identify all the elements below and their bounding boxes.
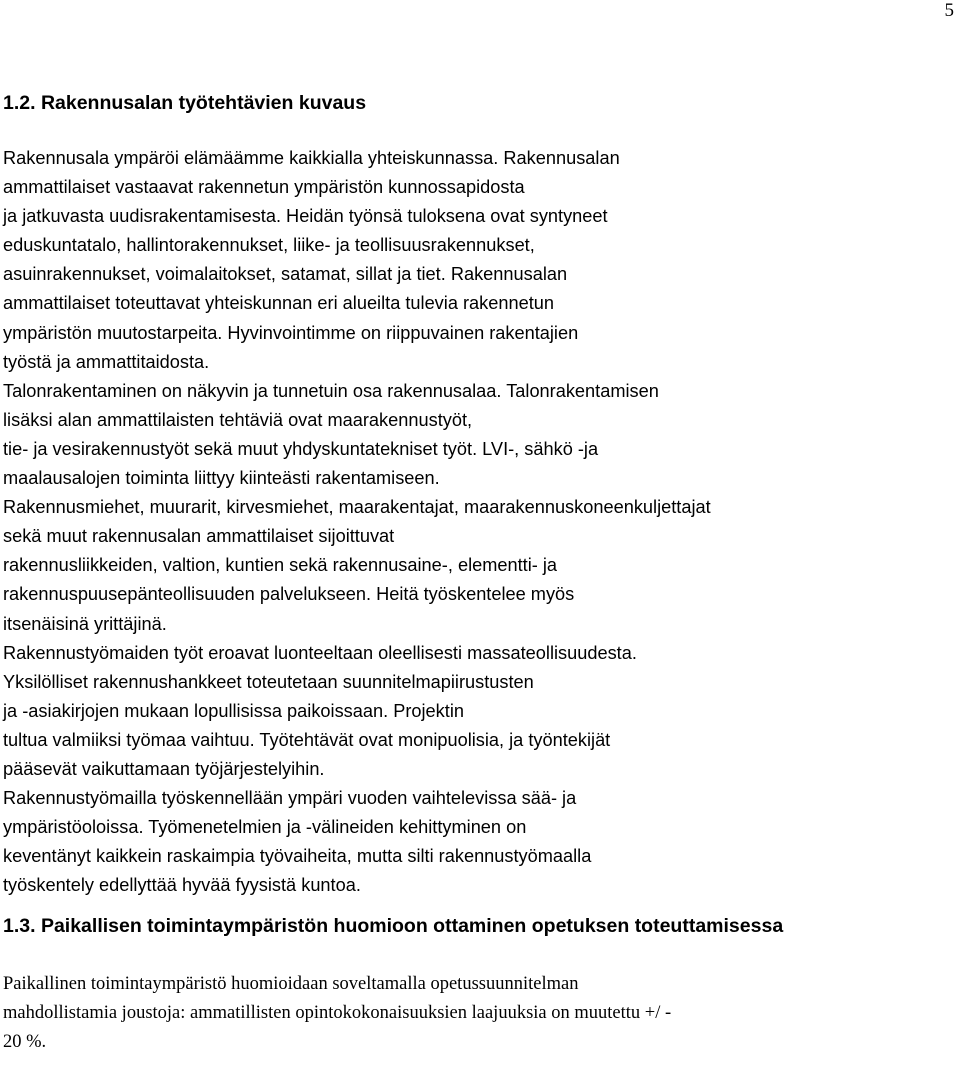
- text-line: työskentely edellyttää hyvää fyysistä kuntoa.: [3, 875, 361, 896]
- text-line: ja jatkuvasta uudisrakentamisesta. Heidän työnsä tuloksena ovat syntyneet: [3, 206, 608, 227]
- text-line: tultua valmiiksi työmaa vaihtuu. Työtehtävät ovat monipuolisia, ja työntekijät: [3, 729, 611, 750]
- text-line: tie- ja vesirakennustyöt sekä muut yhdyskuntatekniset työt. LVI-, sähkö -ja: [3, 438, 599, 459]
- text-line: rakennusliikkeiden, valtion, kuntien sekä rakennusaine-, elementti- ja: [3, 555, 558, 576]
- text-line: eduskuntatalo, hallintorakennukset, liike- ja teollisuusrakennukset,: [3, 235, 535, 256]
- text-line: Rakennustyömaiden työt eroavat luonteeltaan oleellisesti massateollisuudesta.: [3, 642, 637, 663]
- text-line: rakennuspuusepänteollisuuden palvelukseen. Heitä työskentelee myös: [3, 584, 575, 605]
- text-line: 20 %.: [3, 1032, 47, 1053]
- text-line: Rakennusmiehet, muurarit, kirvesmiehet, maarakentajat, maarakennuskoneenkuljettajat: [3, 497, 711, 518]
- text-line: ja -asiakirjojen mukaan lopullisissa paikoissaan. Projektin: [3, 700, 464, 721]
- text-line: mahdollistamia joustoja: ammatillisten opintokokonaisuuksien laajuuksia on muutettu +/ -: [3, 1003, 672, 1024]
- section-1-3-body: [3, 969, 671, 1056]
- text-line: lisäksi alan ammattilaisten tehtäviä ovat maarakennustyöt,: [3, 409, 473, 430]
- text-line: ammattilaiset vastaavat rakennetun ympäristön kunnossapidosta: [3, 177, 525, 198]
- text-line: pääsevät vaikuttamaan työjärjestelyihin.: [3, 758, 325, 779]
- text-line: ammattilaiset toteuttavat yhteiskunnan eri alueilta tulevia rakennetun: [3, 293, 554, 314]
- text-line: ympäristöoloissa. Työmenetelmien ja -välineiden kehittyminen on: [3, 817, 527, 838]
- text-line: keventänyt kaikkein raskaimpia työvaiheita, mutta silti rakennustyömaalla: [3, 846, 592, 867]
- text-line: sekä muut rakennusalan ammattilaiset sijoittuvat: [3, 526, 395, 547]
- text-line: itsenäisinä yrittäjinä.: [3, 613, 167, 634]
- page-number: 5: [944, 0, 954, 21]
- text-line: työstä ja ammattitaidosta.: [3, 351, 210, 372]
- section-heading-1-2: 1.2. Rakennusalan työtehtävien kuvaus: [3, 92, 367, 114]
- section-heading-1-3: 1.3. Paikallisen toimintaympäristön huomioon ottaminen opetuksen toteuttamisessa: [3, 915, 784, 937]
- section-1-2-body: [3, 144, 711, 900]
- text-line: Rakennustyömailla työskennellään ympäri vuoden vaihtelevissa sää- ja: [3, 788, 577, 809]
- text-line: maalausalojen toiminta liittyy kiinteästi rakentamiseen.: [3, 468, 440, 489]
- text-line: Rakennusala ympäröi elämäämme kaikkialla yhteiskunnassa. Rakennusalan: [3, 148, 620, 168]
- text-line: Talonrakentaminen on näkyvin ja tunnetuin osa rakennusalaa. Talonrakentamisen: [3, 380, 659, 401]
- text-line: Paikallinen toimintaympäristö huomioidaan soveltamalla opetussuunnitelman: [3, 974, 579, 994]
- text-line: ympäristön muutostarpeita. Hyvinvointimme on riippuvainen rakentajien: [3, 322, 579, 343]
- text-line: Yksilölliset rakennushankkeet toteutetaan suunnitelmapiirustusten: [3, 671, 534, 692]
- text-line: asuinrakennukset, voimalaitokset, satamat, sillat ja tiet. Rakennusalan: [3, 264, 568, 285]
